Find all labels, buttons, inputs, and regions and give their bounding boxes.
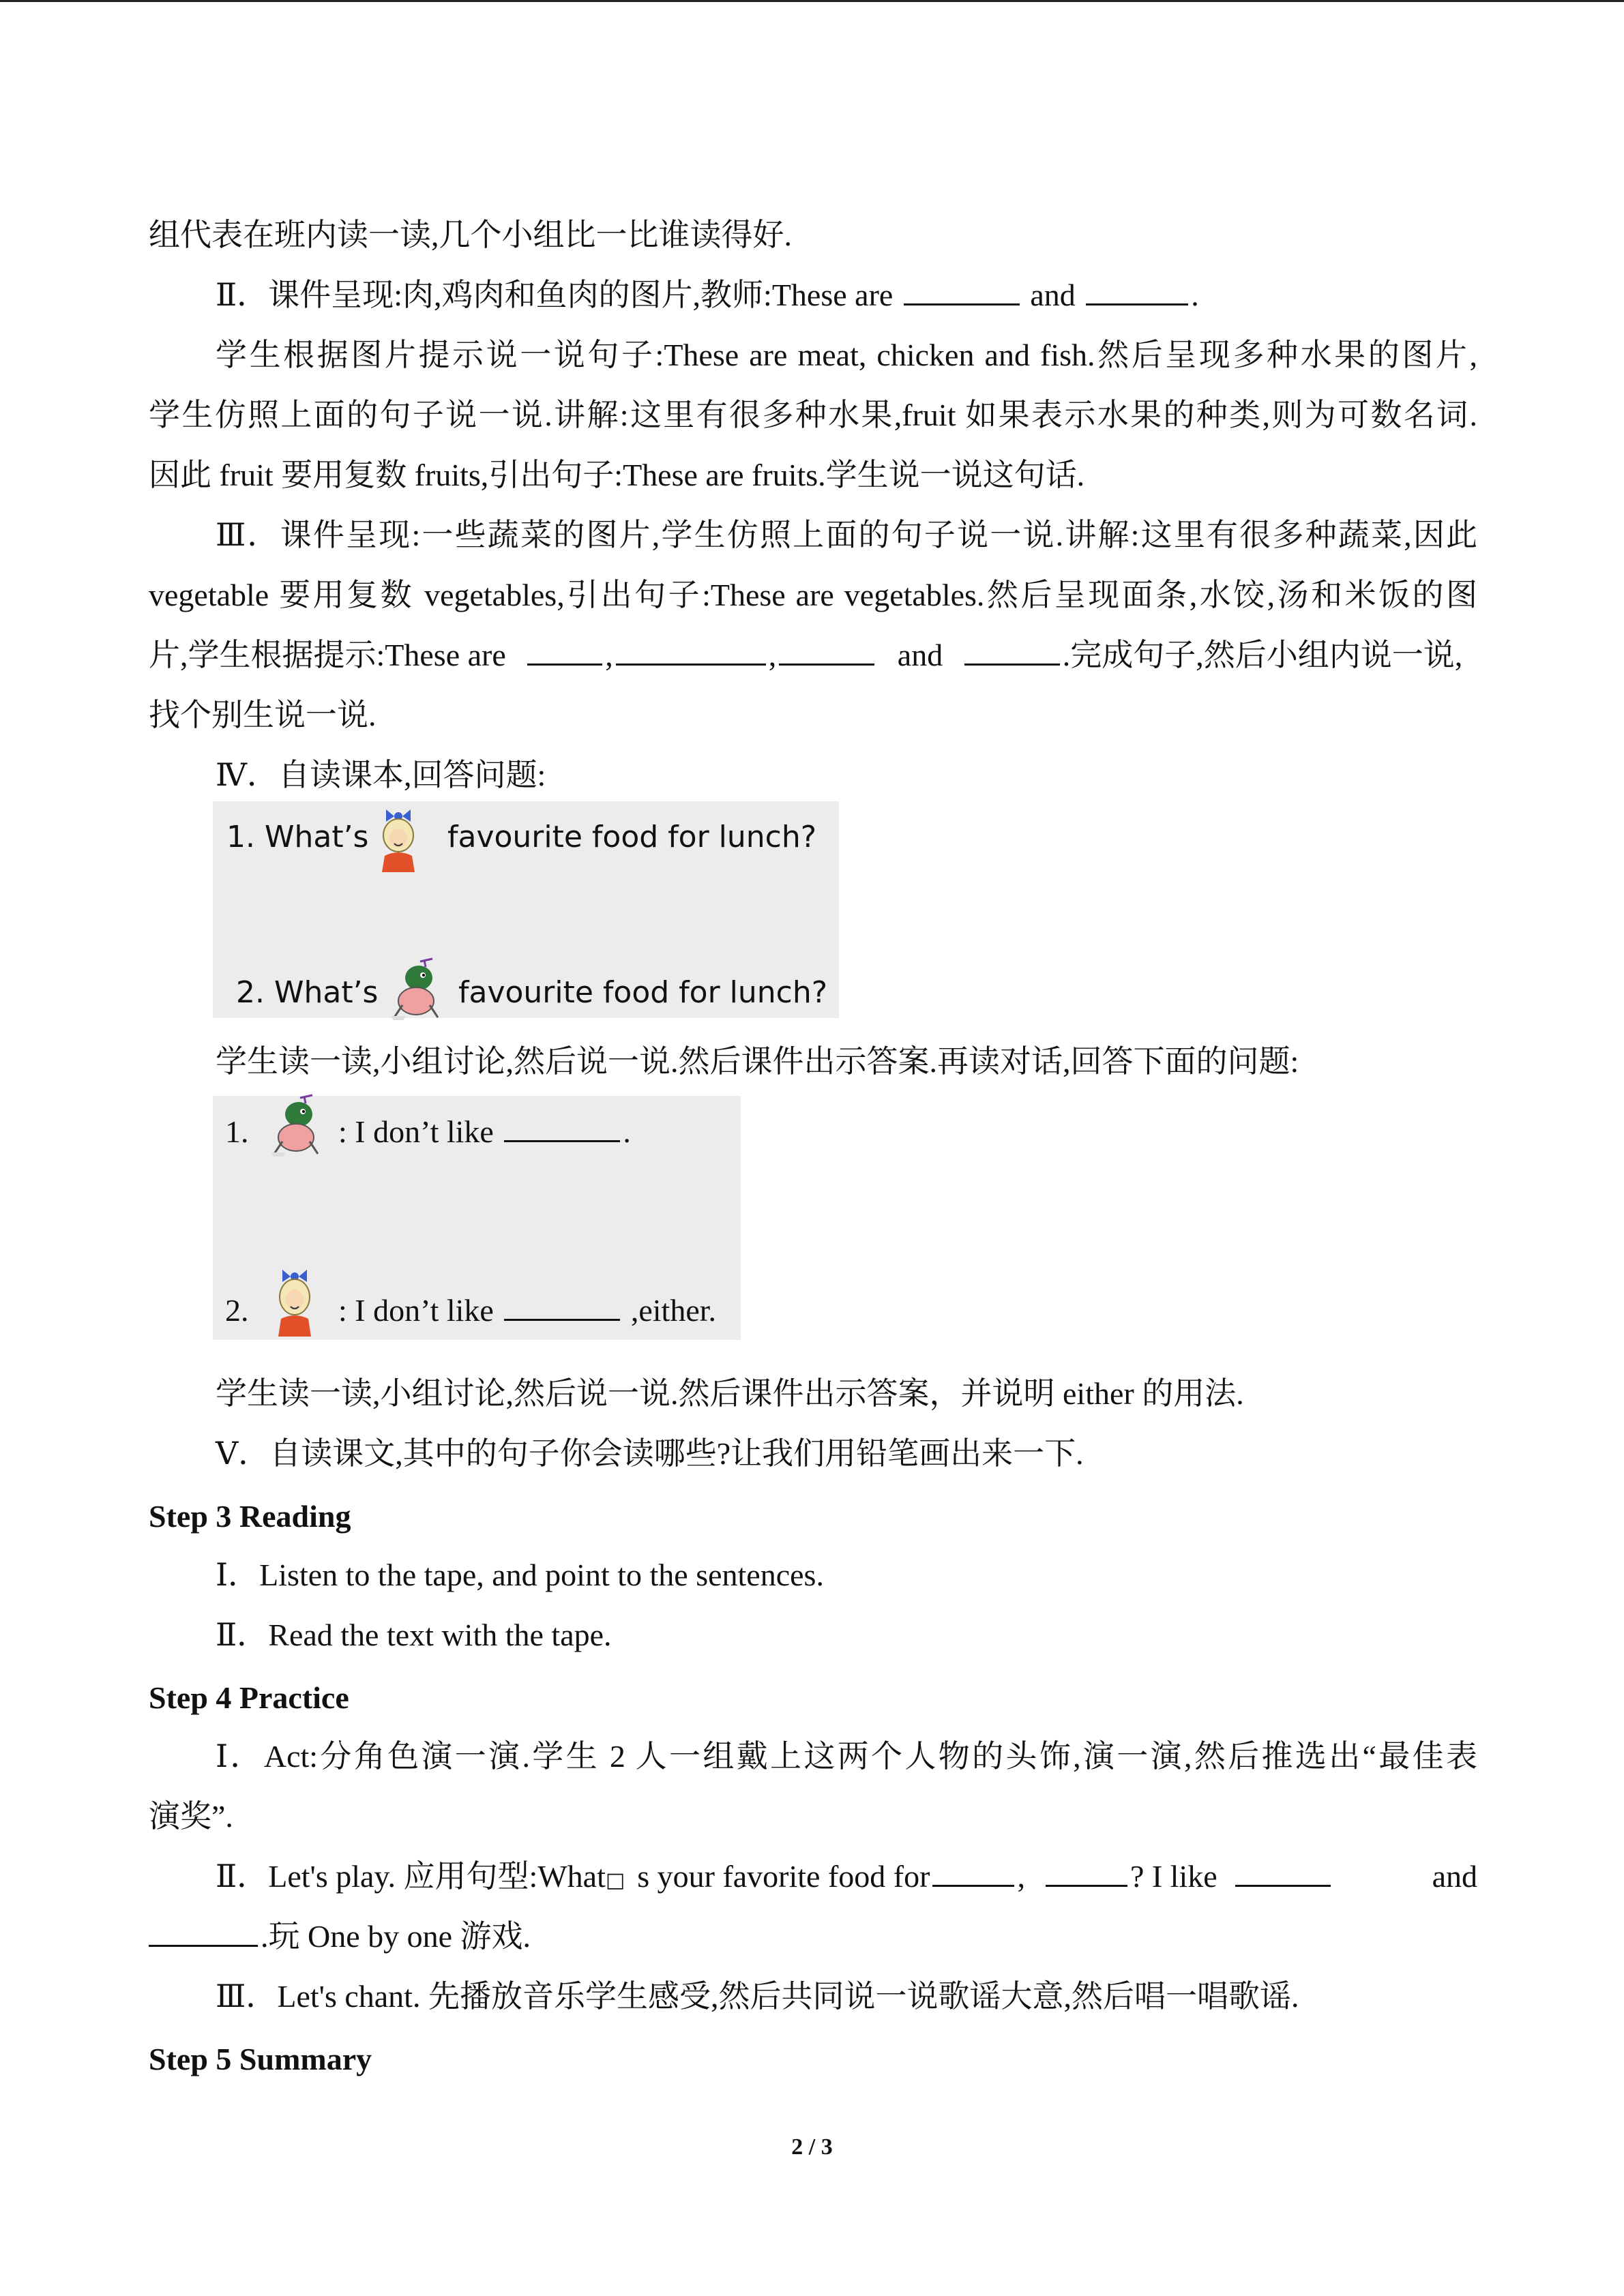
answer-2-number: 2. [225,1293,249,1328]
dinosaur-character-icon [262,1094,330,1157]
line-8-and: and [897,638,943,672]
answer-1-text: : I don’t like [338,1114,494,1149]
step-3-heading: Step 3 Reading [149,1499,351,1534]
line-9: 找个别生说一说. [149,698,377,732]
line-14: Ⅰ．Listen to the tape, and point to the sentences. [216,1557,824,1592]
question-1-pre: 1. What’s [226,820,369,854]
line-6: Ⅲ．课件呈现:一些蔬菜的图片,学生仿照上面的句子说一说.讲解:这里有很多种蔬菜,因此 [216,518,1477,552]
line-19 [149,1916,531,1957]
line-3: 学生根据图片提示说一说句子:These are meat, chicken and fish.然后呈现多种水果的图片, [216,338,1477,372]
line-8-text: 片,学生根据提示:These are [149,638,506,672]
line-11: 学生读一读,小组讨论,然后说一说.然后课件出示答案.再读对话,回答下面的问题: [216,1044,1299,1079]
question-1 [226,817,368,858]
missing-glyph: □ [605,1868,625,1892]
line-2-text: Ⅱ．课件呈现:肉,鸡肉和鱼肉的图片,教师:These are [216,278,894,312]
line-16: Ⅰ．Act:分角色演一演.学生 2 人一组戴上这两个人物的头饰,演一演,然后推选出“最佳表 [216,1739,1477,1774]
line-17: 演奖”. [149,1799,233,1834]
line-18 [216,1856,1477,1901]
step-4-heading: Step 4 Practice [149,1680,349,1715]
question-2-pre: 2. What’s [236,975,379,1010]
line-18-and: and [1432,1859,1477,1894]
answer-1-number: 1. [225,1114,249,1149]
blank [964,635,1060,666]
line-15: Ⅱ．Read the text with the tape. [216,1617,612,1652]
line-2-end: . [1191,278,1199,312]
line-10: Ⅳ．自读课本,回答问题: [216,758,546,792]
girl-character-icon [367,801,432,872]
blank [1046,1856,1127,1887]
answer-2 [338,1290,716,1331]
line-18-a: s your favorite food for [637,1859,930,1894]
question-2-post: favourite food for lunch? [458,975,828,1010]
question-1-post: favourite food for lunch? [447,820,817,854]
line-8-comma: , [768,638,777,672]
blank [149,1916,258,1947]
blank [779,635,874,666]
line-4: 学生仿照上面的句子说一说.讲解:这里有很多种水果,fruit 如果表示水果的种类,则为可数名词. [149,398,1477,432]
line-1: 组代表在班内读一读,几个小组比一比谁读得好. [149,218,792,252]
answer-1-end: . [623,1114,631,1149]
blank [1086,275,1188,305]
line-19-end: .玩 One by one 游戏. [261,1919,531,1954]
answer-2-end: ,either. [630,1293,717,1328]
dinosaur-character-icon [382,957,450,1020]
blank [904,275,1020,305]
line-20: Ⅲ．Let's chant. 先播放音乐学生感受,然后共同说一说歌谣大意,然后唱一唱歌谣. [216,1979,1299,2014]
line-8-end: .完成句子,然后小组内说一说, [1062,638,1463,672]
girl-character-icon [263,1262,329,1337]
line-2-and: and [1030,278,1076,312]
line-8-comma: , [605,638,613,672]
blank [932,1856,1014,1887]
line-13: Ⅴ．自读课文,其中的句子你会读哪些?让我们用铅笔画出来一下. [216,1436,1084,1471]
blank [504,1112,620,1142]
step-5-heading: Step 5 Summary [149,2042,372,2076]
answer-1 [338,1112,631,1152]
top-border [0,0,1624,2]
line-12: 学生读一读,小组讨论,然后说一说.然后课件出示答案，并说明 either 的用法. [216,1376,1244,1411]
line-8 [149,635,1462,676]
line-2 [216,275,1199,316]
blank [504,1290,620,1321]
line-5: 因此 fruit 要用复数 fruits,引出句子:These are fruits.学生说一说这句话. [149,458,1085,492]
page-number: 2 / 3 [791,2134,833,2160]
line-7: vegetable 要用复数 vegetables,引出句子:These are vegetables.然后呈现面条,水饺,汤和米饭的图 [149,578,1477,612]
line-18-comma: , [1017,1859,1025,1894]
line-18-pre: Ⅱ．Let's play. 应用句型:What [216,1859,606,1894]
line-18-q: ? I like [1130,1859,1217,1894]
blank [616,635,766,666]
answer-2-text: : I don’t like [338,1293,494,1328]
blank [527,635,602,666]
blank [1235,1856,1331,1887]
